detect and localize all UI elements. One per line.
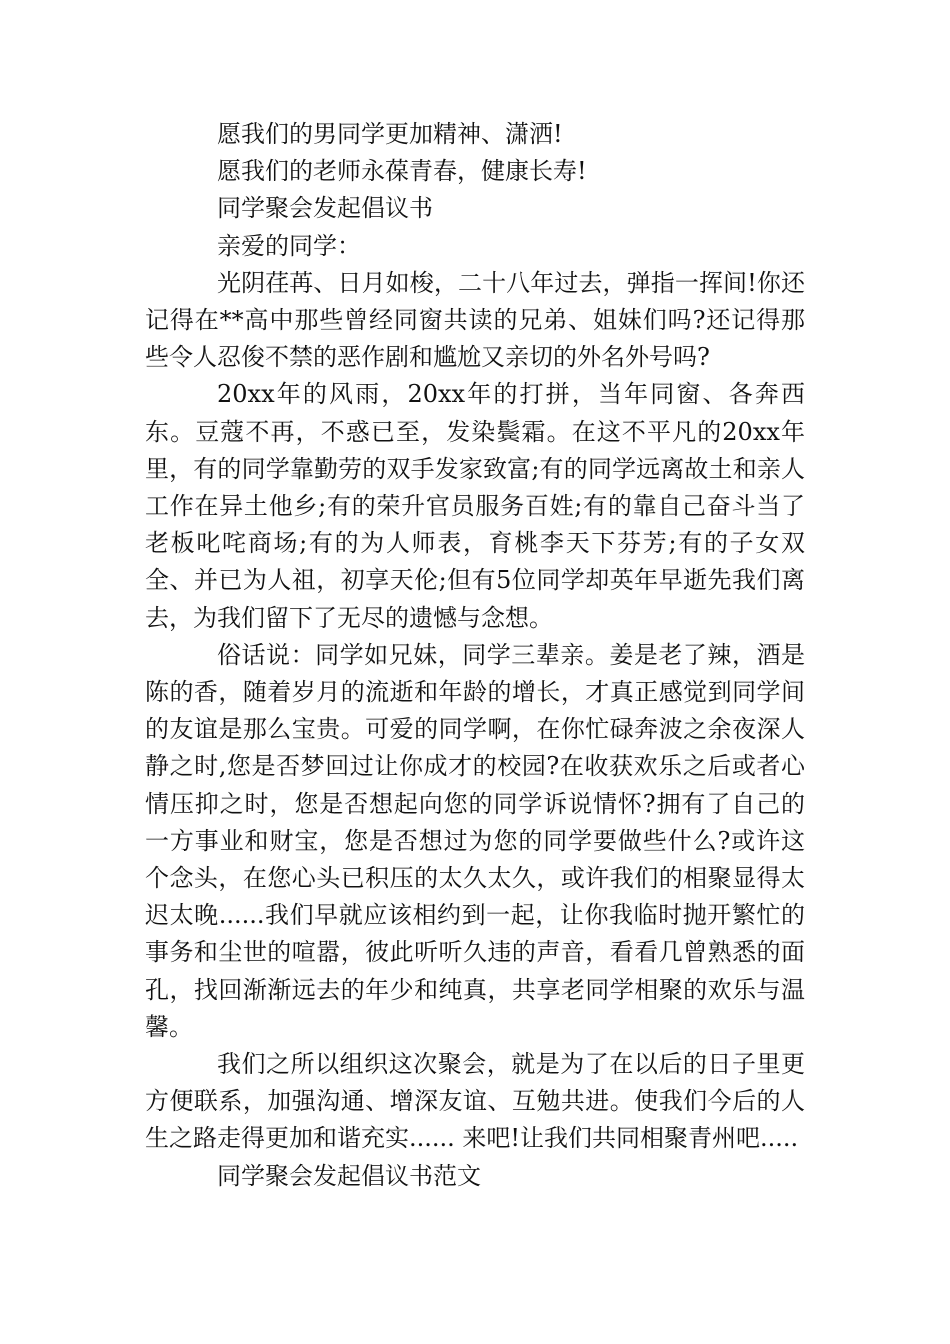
document-body (145, 116, 805, 1195)
wish-line-teachers: 愿我们的老师永葆青春，健康长寿! (217, 157, 587, 186)
paragraph-friendship: 俗话说：同学如兄妹，同学三辈亲。姜是老了辣，酒是陈的香，随着岁月的流逝和年龄的增长，才真正感觉到同学间的友谊是那么宝贵。可爱的同学啊，在你忙碌奔波之余夜深人静之时,您是否梦回过让你成才的校园?在收获欢乐之后或者心情压抑之时，您是否想起向您的同学诉说情怀?拥有了自己的一方事业和财宝，您是否想过为您的同学要做些什么?或许这个念头，在您心头已积压的太久太久，或许我们的相聚显得太迟太晚......我们早就应该相约到一起，让你我临时抛开繁忙的事务和尘世的喧嚣，彼此听听久违的声音，看看几曾熟悉的面孔，找回渐渐远去的年少和纯真，共享老同学相聚的欢乐与温馨。 (145, 640, 805, 1041)
paragraph-purpose: 我们之所以组织这次聚会，就是为了在以后的日子里更方便联系，加强沟通、增深友谊、互勉共进。使我们今后的人生之路走得更加和谐充实...... 来吧!让我们共同相聚青州吧..... (145, 1050, 805, 1153)
salutation: 亲爱的同学： (217, 231, 361, 260)
document-title: 同学聚会发起倡议书 (217, 194, 433, 223)
paragraph-classmates-lives: 20xx年的风雨，20xx年的打拼，当年同窗、各奔西东。豆蔻不再，不惑已至，发染鬓霜。在这不平凡的20xx年里，有的同学靠勤劳的双手发家致富;有的同学远离故土和亲人工作在异土他乡;有的荣升官员服务百姓;有的靠自己奋斗当了老板叱咤商场;有的为人师表，育桃李天下芬芳;有的子女双全、并已为人祖，初享天伦;但有5位同学却英年早逝先我们离去，为我们留下了无尽的遗憾与念想。 (145, 380, 805, 632)
wish-line-male-classmates: 愿我们的男同学更加精神、潇洒! (217, 120, 563, 148)
closing-title: 同学聚会发起倡议书范文 (217, 1161, 481, 1190)
paragraph-time-passed: 光阴荏苒、日月如梭，二十八年过去，弹指一挥间!你还记得在**高中那些曾经同窗共读的兄弟、姐妹们吗?还记得那些令人忍俊不禁的恶作剧和尴尬又亲切的外名外号吗? (145, 268, 805, 372)
